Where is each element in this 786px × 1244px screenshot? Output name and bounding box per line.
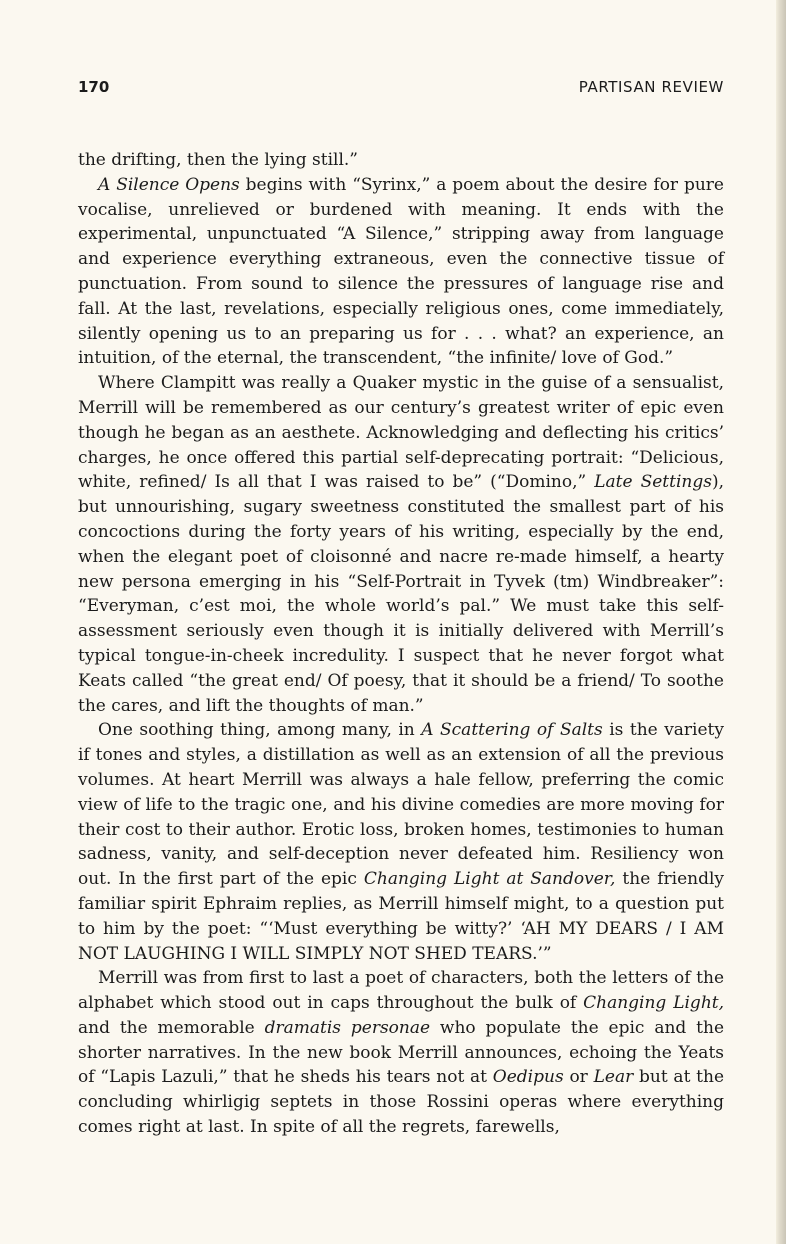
text-run: begins with “Syrinx,” a poem about the desire for pure vocalise, unrelieved or burdened with meaning. It ends with the experimental, unpunctuated “A Silence,” stripping away from language and experience everything extraneous, even the connective tissue of punctuation. From sound to silence the pressures of language rise and fall. At the last, revelations, especially religious ones, come immediately, silently opening us to an preparing us for . . . what? an experience, an intuition, of the eternal, the transcendent, “the infinite/ love of God.”	[78, 174, 724, 369]
book-title-a-silence-opens: A Silence Opens	[98, 174, 240, 195]
book-title-changing-light: Changing Light,	[583, 993, 725, 1014]
article-body	[78, 148, 724, 1140]
text-run: but at the concluding whirligig septets in those Rossini operas where everything comes right at last. In spite of all the regrets, farewells,	[78, 1067, 725, 1138]
paragraph	[78, 173, 724, 371]
text-run: who populate the epic and the shorter narratives. In the new book Merrill announces, echoing the Yeats of “Lapis Lazuli,” that he sheds his tears not at	[78, 1017, 725, 1088]
term-dramatis-personae: dramatis personae	[264, 1017, 431, 1038]
paragraph	[78, 371, 724, 718]
text-run: the friendly familiar spirit Ephraim replies, as Merrill himself might, to a question put to him by the poet: “‘Must everything be witty?’ ‘AH MY DEARS / I AM NOT LAUGHING I WILL SIMPLY NOT SHED TEARS.’”	[78, 869, 725, 964]
paragraph	[78, 718, 724, 966]
text-run: or	[563, 1067, 594, 1088]
text-run: the drifting, then the lying still.”	[78, 150, 359, 170]
page-edge-shadow	[776, 0, 786, 1244]
text-run: Merrill was from first to last a poet of characters, both the letters of the alphabet which stood out in caps throughout the bulk of	[78, 968, 724, 1014]
page-header	[78, 78, 724, 100]
title-oedipus: Oedipus	[492, 1067, 564, 1088]
book-title-late-settings: Late Settings	[594, 472, 712, 493]
text-run: and the memorable	[78, 1017, 265, 1038]
running-head-title: PARTISAN REVIEW	[578, 78, 724, 96]
page-number: 170	[78, 78, 110, 96]
paragraph	[78, 148, 724, 173]
book-title-a-scattering-of-salts: A Scattering of Salts	[421, 720, 603, 741]
text-run: ), but unnourishing, sugary sweetness constituted the smallest part of his concoctions during the forty years of his writing, especially by the end, when the elegant poet of cloisonné and nacre re-made himself, a hearty new persona emerging in his “Self-Portrait in Tyvek (tm) Windbreaker”: “Everyman, c’est moi, the whole world’s pal.” We must take this self-assessment seriously even though it is initially delivered with Merrill’s typical tongue-in-cheek incredulity. I suspect that he never forgot what Keats called “the great end/ Of poesy, that it should be a friend/ To soothe the cares, and lift the thoughts of man.”	[78, 472, 724, 716]
title-lear: Lear	[593, 1067, 634, 1088]
text-run: is the variety if tones and styles, a distillation as well as an extension of all the previous volumes. At heart Merrill was always a hale fellow, preferring the comic view of life to the tragic one, and his divine comedies are more moving for their cost to their author. Erotic loss, broken homes, testimonies to human sadness, vanity, and self-deception never defeated him. Resiliency won out. In the first part of the epic	[78, 720, 724, 890]
text-run: One soothing thing, among many, in	[98, 720, 422, 741]
paragraph	[78, 966, 724, 1140]
text-run: Where Clampitt was really a Quaker mystic in the guise of a sensualist, Merrill will be remembered as our century’s greatest writer of epic even though he began as an aesthete. Acknowledging and deflecting his critics’ charges, he once offered this partial self-deprecating portrait: “Delicious, white, refined/ Is all that I was raised to be” (“Domino,”	[78, 373, 724, 493]
book-title-changing-light-at-sandover: Changing Light at Sandover,	[363, 869, 616, 890]
